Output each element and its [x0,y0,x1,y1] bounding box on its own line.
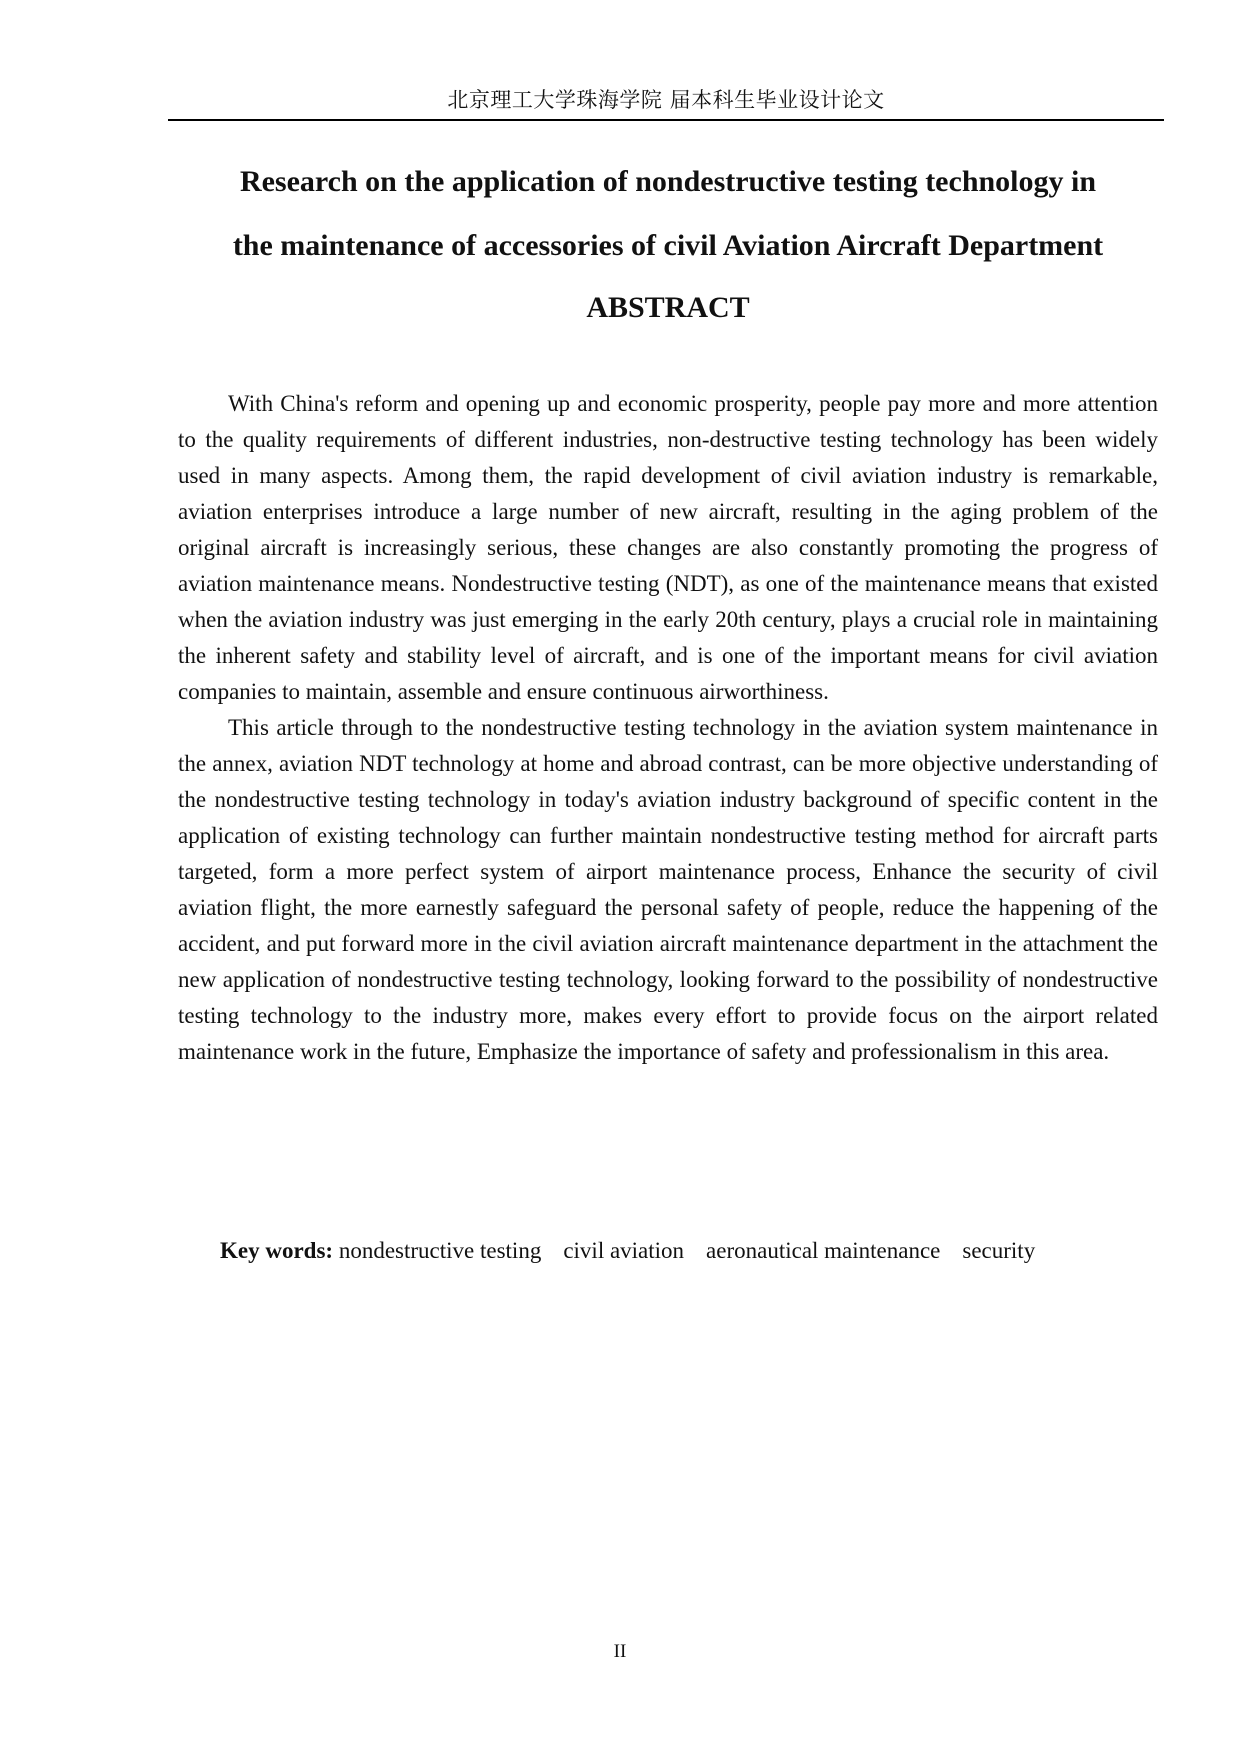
paper-title-line-2: the maintenance of accessories of civil Aviation Aircraft Department [232,229,1104,262]
page-number: II [613,1641,627,1662]
abstract-body [178,386,1158,1070]
keyword-item: security [962,1238,1036,1263]
keyword-item: civil aviation [563,1238,685,1263]
abstract-paragraph-2: This article through to the nondestructive testing technology in the aviation system maintenance in the annex, aviation NDT technology at home and abroad contrast, can be more objective understanding of the nondestructive testing technology in today's aviation industry background of specific content in the application of existing technology can further maintain nondestructive testing method for aircraft parts targeted, form a more perfect system of airport maintenance process, Enhance the security of civil aviation flight, the more earnestly safeguard the personal safety of people, reduce the happening of the accident, and put forward more in the civil aviation aircraft maintenance department in the attachment the new application of nondestructive testing technology, looking forward to the possibility of nondestructive testing technology to the industry more, makes every effort to provide focus on the airport related maintenance work in the future, Emphasize the importance of safety and professionalism in this area. [178,715,1158,1064]
keywords-label: Key words: [220,1238,334,1263]
paper-title [150,150,1186,278]
abstract-heading: ABSTRACT [586,291,750,324]
paper-title-line-1: Research on the application of nondestructive testing technology in [239,165,1097,198]
keyword-item: aeronautical maintenance [706,1238,941,1263]
running-header: 北京理工大学珠海学院 届本科生毕业设计论文 [447,88,885,112]
abstract-paragraph-1: With China's reform and opening up and economic prosperity, people pay more and more attention to the quality requirements of different industries, non-destructive testing technology has been widely used in many aspects. Among them, the rapid development of civil aviation industry is remarkable, aviation enterprises introduce a large number of new aircraft, resulting in the aging problem of the original aircraft is increasingly serious, these changes are also constantly promoting the progress of aviation maintenance means. Nondestructive testing (NDT), as one of the maintenance means that existed when the aviation industry was just emerging in the early 20th century, plays a crucial role in maintaining the inherent safety and stability level of aircraft, and is one of the important means for civil aviation companies to maintain, assemble and ensure continuous airworthiness. [178,391,1158,704]
keywords-line [220,1233,1057,1269]
header-rule [168,119,1164,121]
keyword-item: nondestructive testing [338,1238,542,1263]
